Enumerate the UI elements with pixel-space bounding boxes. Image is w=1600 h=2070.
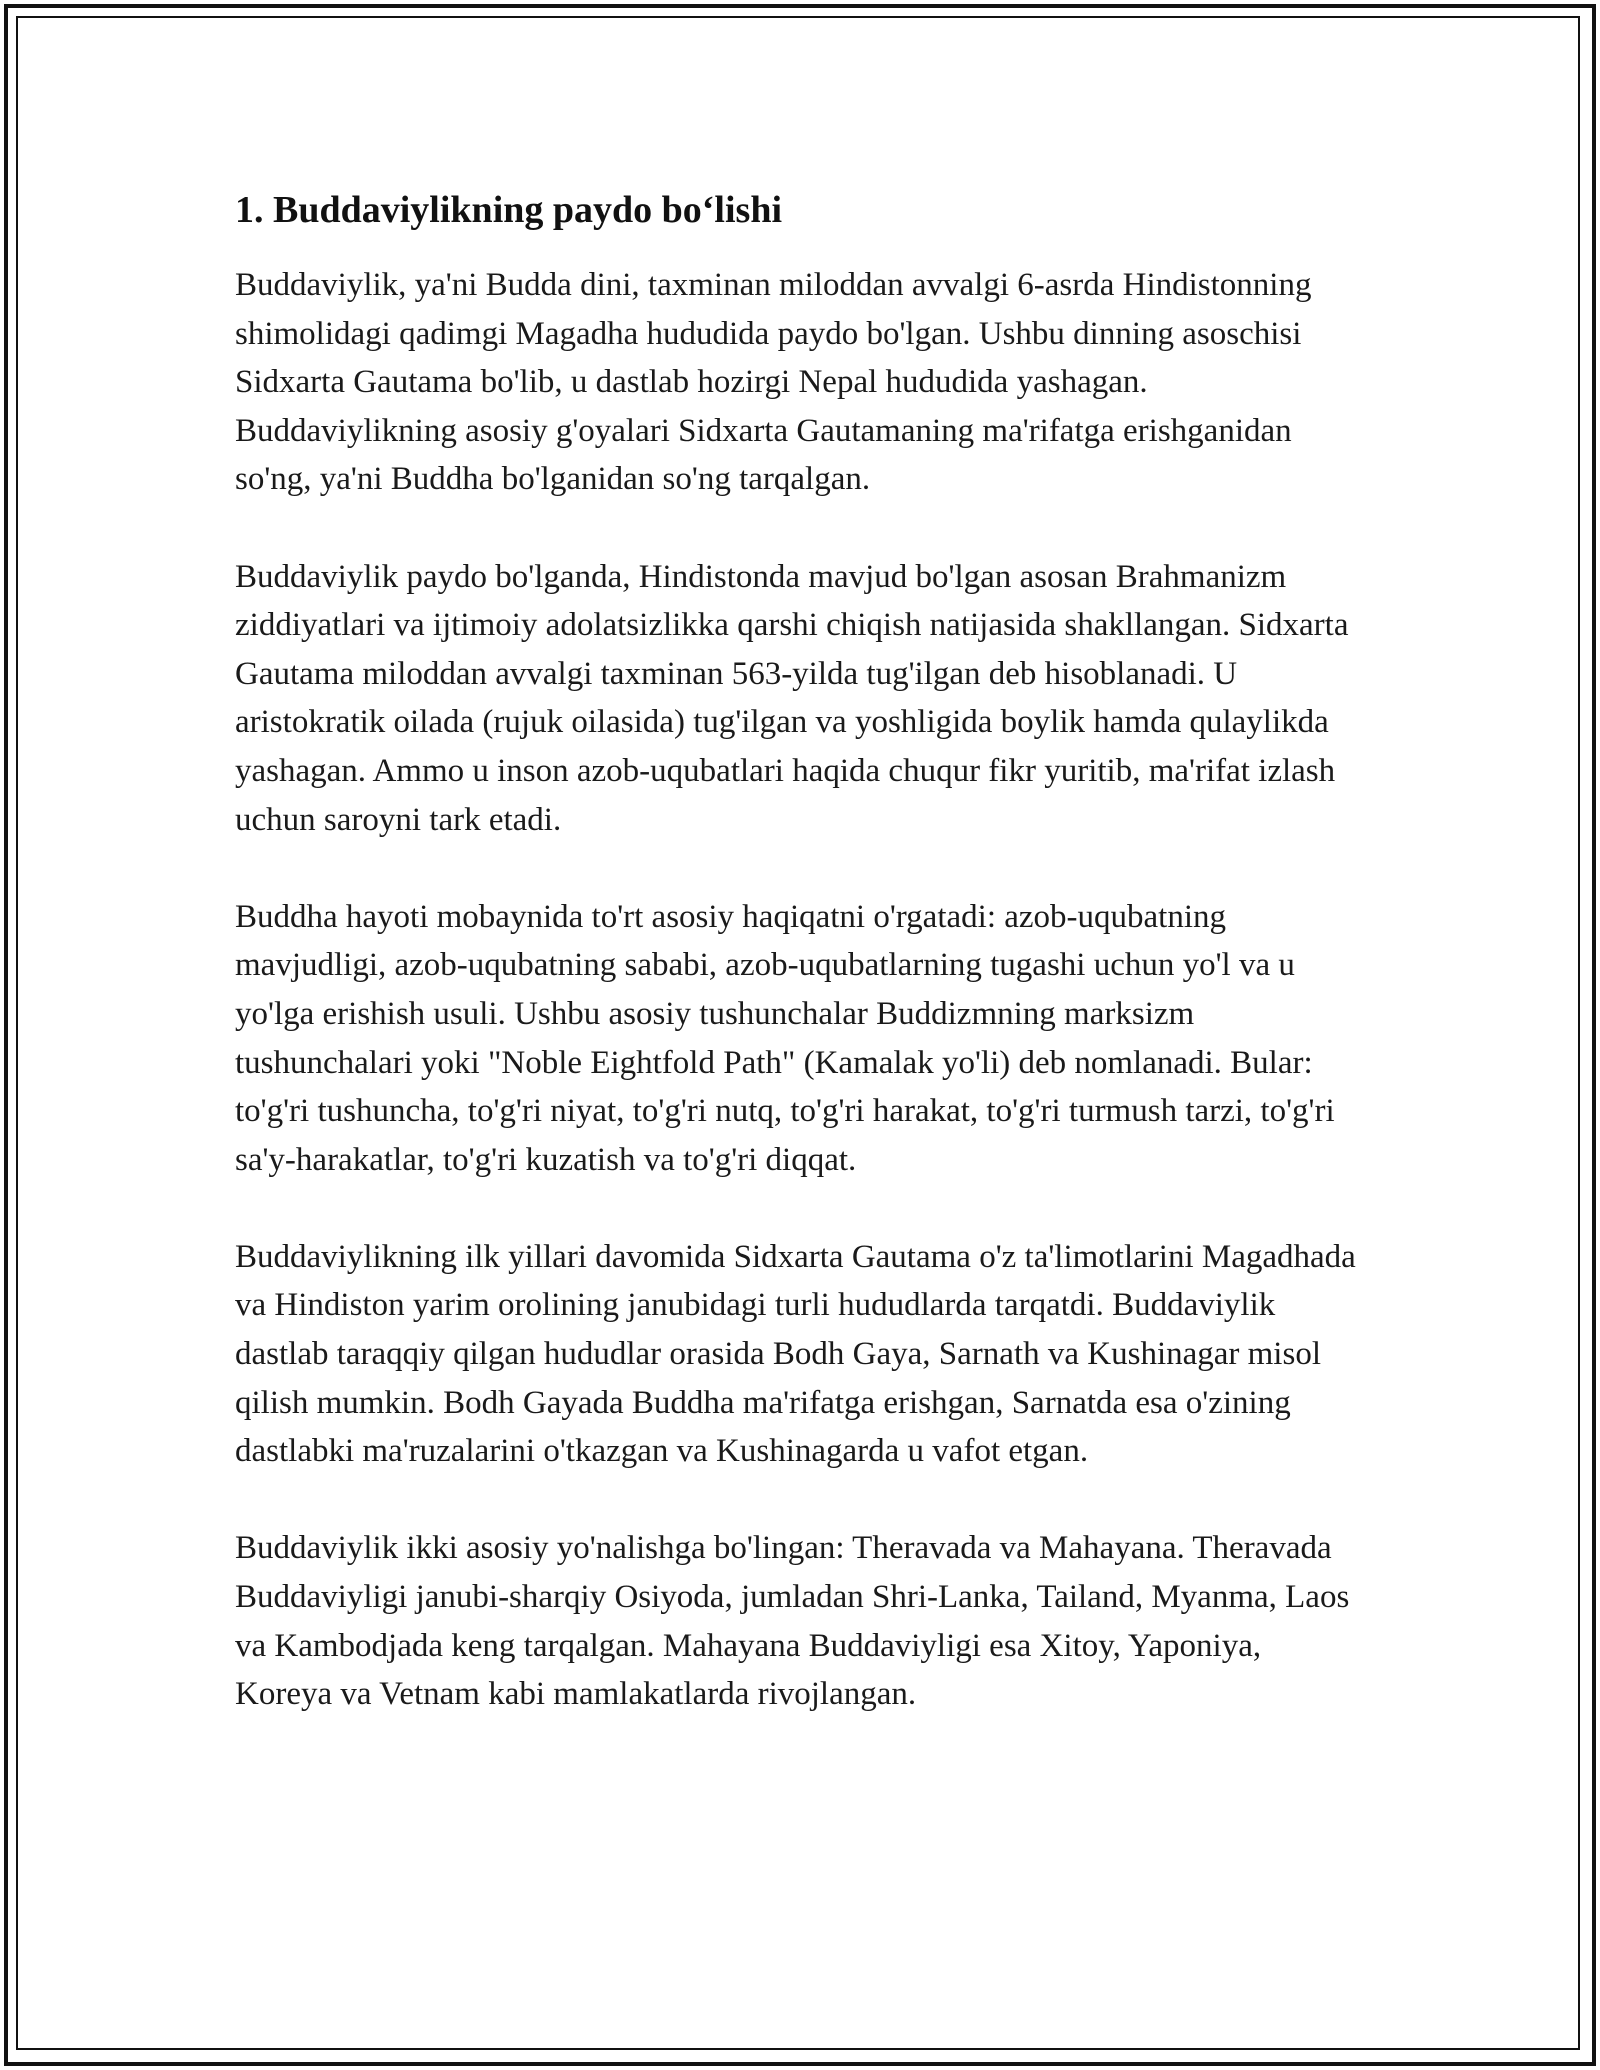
document-body [235,185,1365,1767]
paragraph-early-spread: Buddaviylikning ilk yillari davomida Sidxarta Gautama o'z ta'limotlarini Magadhada va Hindiston yarim orolining janubidagi turli hududlarda tarqatdi. Buddaviylik dastlab taraqqiy qilgan hududlar orasida Bodh Gaya, Sarnath va Kushinagar misol qilish mumkin. Bodh Gayada Buddha ma'rifatga erishgan, Sarnatda esa o'zining dastlabki ma'ruzalarini o'tkazgan va Kushinagarda u vafot etgan. [235,1238,1356,1470]
paragraph-origin: Buddaviylik, ya'ni Budda dini, taxminan miloddan avvalgi 6-asrda Hindistonning shimolidagi qadimgi Magadha hududida paydo bo'lgan. Ushbu dinning asoschisi Sidxarta Gautama bo'lib, u dastlab hozirgi Nepal hududida yashagan. Buddaviylikning asosiy g'oyalari Sidxarta Gautamaning ma'rifatga erishganidan so'ng, ya'ni Buddha bo'lganidan so'ng tarqalgan. [235,267,1312,498]
section-heading: 1. Buddaviylikning paydo bo‘lishi [235,189,783,231]
paragraph-formation: Buddaviylik paydo bo'lganda, Hindistonda mavjud bo'lgan asosan Brahmanizm ziddiyatlari va ijtimoiy adolatsizlikka qarshi chiqish natijasida shakllangan. Sidxarta Gautama miloddan avvalgi taxminan 563-yilda tug'ilgan deb hisoblanadi. U aristokratik oilada (rujuk oilasida) tug'ilgan va yoshligida boylik hamda qulaylikda yashagan. Ammo u inson azob-uqubatlari haqida chuqur fikr yuritib, ma'rifat izlash uchun saroyni tark etadi. [235,558,1349,838]
paragraph-teachings: Buddha hayoti mobaynida to'rt asosiy haqiqatni o'rgatadi: azob-uqubatning mavjudligi, azob-uqubatning sababi, azob-uqubatlarning tugashi uchun yo'l va u yo'lga erishish usuli. Ushbu asosiy tushunchalar Buddizmning marksizm tushunchalari yoki "Noble Eightfold Path" (Kamalak yo'li) deb nomlanadi. Bular: to'g'ri tushuncha, to'g'ri niyat, to'g'ri nutq, to'g'ri harakat, to'g'ri turmush tarzi, to'g'ri sa'y-harakatlar, to'g'ri kuzatish va to'g'ri diqqat. [235,898,1335,1178]
paragraph-branches: Buddaviylik ikki asosiy yo'nalishga bo'lingan: Theravada va Mahayana. Theravada Buddaviyligi janubi-sharqiy Osiyoda, jumladan Shri-Lanka, Tailand, Myanma, Laos va Kambodjada keng tarqalgan. Mahayana Buddaviyligi esa Xitoy, Yaponiya, Koreya va Vetnam kabi mamlakatlarda rivojlangan. [235,1530,1350,1713]
